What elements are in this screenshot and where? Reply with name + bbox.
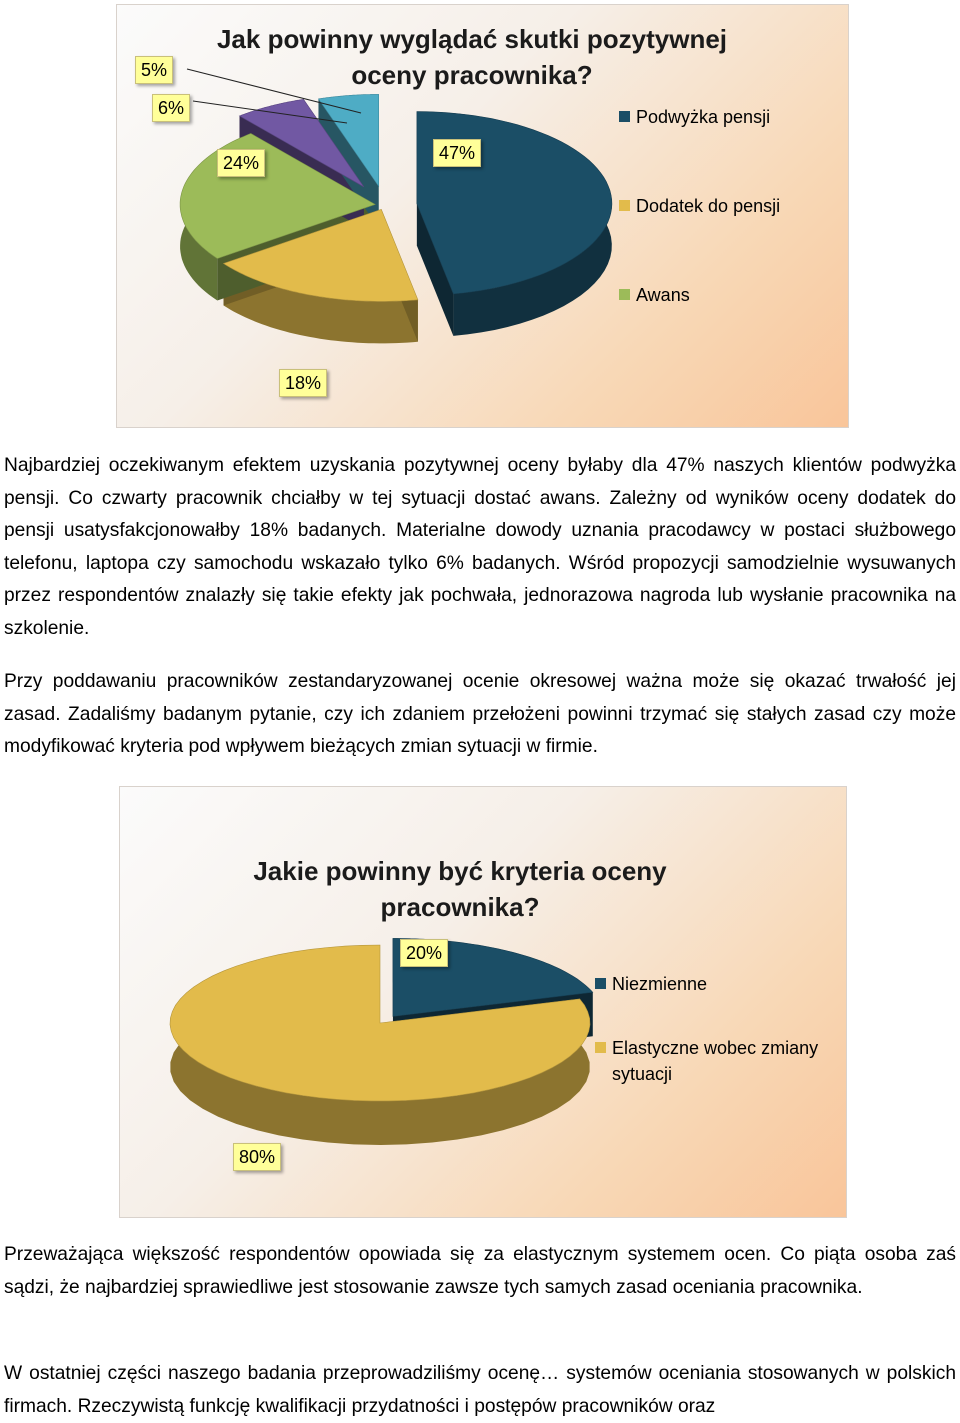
legend-label: Podwyżka pensji bbox=[636, 107, 771, 127]
legend-item-podwyzka bbox=[619, 104, 770, 130]
legend-item-niezmienne bbox=[595, 971, 707, 997]
legend-swatch-navy bbox=[619, 111, 630, 122]
legend-label-line1: Elastyczne wobec zmiany bbox=[612, 1038, 819, 1058]
pie-chart-2-plot bbox=[120, 787, 846, 1217]
chart-1-title bbox=[207, 21, 737, 93]
data-label-80: 80% bbox=[233, 1143, 281, 1171]
legend-item-dodatek bbox=[619, 193, 780, 219]
chart-1-title-line1: Jak powinny wyglądać skutki pozytywnej bbox=[216, 24, 728, 54]
data-label-18: 18% bbox=[279, 369, 327, 397]
legend-swatch-gold bbox=[619, 200, 630, 211]
data-label-20: 20% bbox=[400, 939, 448, 967]
pie-chart-evaluation-criteria bbox=[119, 786, 847, 1218]
legend-label: Niezmienne bbox=[612, 974, 708, 994]
paragraph-2: Przy poddawaniu pracowników zestandaryzowanej ocenie okresowej ważna może się okazać trwałość jej zasad. Zadaliśmy badanym pytanie, czy ich zdaniem przełożeni powinni trzymać się stałych zasad czy może modyfikować kryteria pod wpływem bieżących zmian sytuacji w firmie. bbox=[4, 671, 956, 758]
legend-label: Awans bbox=[636, 285, 690, 305]
legend-swatch-green bbox=[619, 289, 630, 300]
data-label-6: 6% bbox=[152, 94, 190, 122]
legend-item-awans bbox=[619, 282, 690, 308]
legend-label-line2: sytuacji bbox=[612, 1064, 673, 1084]
legend-swatch-gold bbox=[595, 1042, 606, 1053]
chart-2-title: Jakie powinny być kryteria oceny pracownika? bbox=[253, 856, 667, 922]
data-label-5: 5% bbox=[135, 56, 173, 84]
legend-label: Dodatek do pensji bbox=[636, 196, 781, 216]
paragraph-1: Najbardziej oczekiwanym efektem uzyskania pozytywnej oceny byłaby dla 47% naszych klientów podwyżka pensji. Co czwarty pracownik chciałby w tej sytuacji dostać awans. Zależny od wyników oceny dodatek do pensji usatysfakcjonowałby 18% badanych. Materialne dowody uznania pracodawcy w postaci służbowego telefonu, laptopa czy samochodu wskazało tylko 6% badanych. Wśród propozycji samodzielnie wysuwanych przez respondentów znalazły się takie efekty jak pochwała, jednorazowa nagroda lub wysłanie pracownika na szkolenie. bbox=[4, 455, 956, 639]
pie-chart-positive-evaluation bbox=[116, 4, 849, 428]
legend-item-elastyczne bbox=[595, 1035, 818, 1087]
data-label-24: 24% bbox=[217, 149, 265, 177]
chart-1-title-line2: oceny pracownika? bbox=[351, 60, 593, 90]
legend-swatch-navy bbox=[595, 978, 606, 989]
paragraph-3: Przeważająca większość respondentów opowiada się za elastycznym systemem ocen. Co piąta osoba zaś sądzi, że najbardziej sprawiedliwe jest stosowanie zawsze tych samych zasad oceniania pracownika. bbox=[4, 1244, 956, 1298]
data-label-47: 47% bbox=[433, 139, 481, 167]
paragraph-4: W ostatniej części naszego badania przeprowadziliśmy ocenę… systemów oceniania stosowanych w polskich firmach. Rzeczywistą funkcję kwalifikacji przydatności i postępów pracowników oraz bbox=[4, 1363, 956, 1417]
legend-label-elastyczne bbox=[612, 1035, 818, 1087]
